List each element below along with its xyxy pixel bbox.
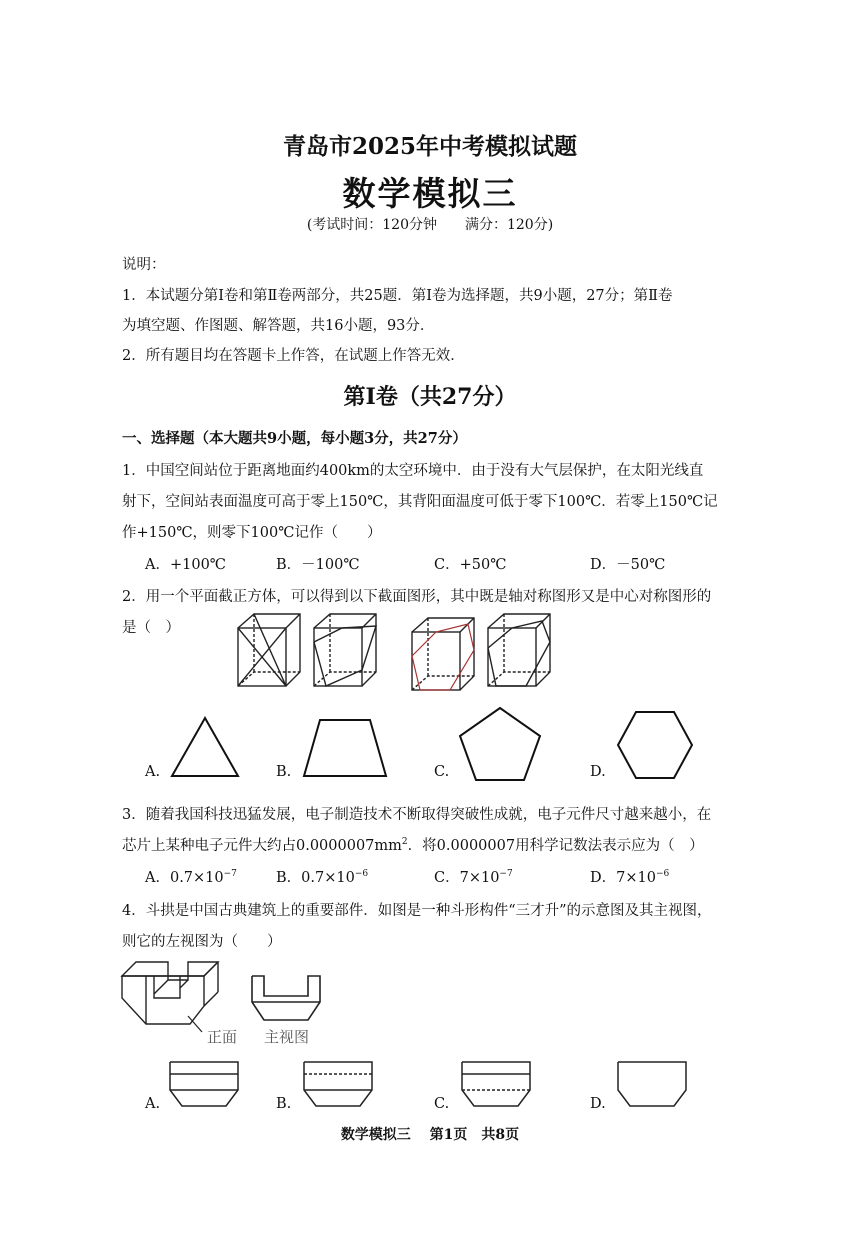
q3-option-c-exponent: −7 — [499, 869, 513, 880]
instructions-line-3: 2．所有题目均在答题卡上作答，在试题上作答无效． — [122, 348, 465, 364]
left-view-option-d — [616, 1060, 688, 1110]
pentagon-shape — [458, 706, 542, 782]
q1-option-d: D．－50℃ — [590, 557, 666, 573]
q3-option-a-exponent: −7 — [223, 869, 237, 880]
q3-option-a — [145, 866, 237, 887]
q1-line-3: 作+150℃，则零下100℃记作（ ） — [122, 525, 382, 541]
q4-option-c-label: C. — [434, 1096, 450, 1112]
q3-option-d-exponent: −6 — [655, 869, 670, 880]
q2-option-b-label: B. — [276, 764, 292, 780]
exam-info: (考试时间：120分钟 满分：120分) — [306, 217, 554, 233]
q3-option-c — [434, 866, 513, 887]
q3-line-2-superscript: 2 — [401, 837, 408, 848]
q4-line-2: 则它的左视图为（ ） — [122, 934, 282, 950]
q2-option-c-label: C. — [434, 764, 450, 780]
cube-section-figure-1 — [236, 612, 304, 690]
q4-option-d-label: D. — [590, 1096, 606, 1112]
q3-option-c-base: C．7×10 — [434, 870, 500, 886]
q4-option-b-label: B. — [276, 1096, 292, 1112]
left-view-option-b — [302, 1060, 374, 1110]
instructions-label: 说明： — [122, 257, 166, 273]
q1-line-2: 射下，空间站表面温度可高于零上150℃，其背阳面温度可低于零下100℃．若零上150℃记 — [122, 494, 718, 510]
q1-option-b: B．－100℃ — [276, 557, 360, 573]
q1-line-1: 1．中国空间站位于距离地面约400km的太空环境中．由于没有大气层保护，在太阳光线直 — [122, 463, 704, 479]
q2-option-a-label: A. — [145, 764, 161, 780]
q4-option-a-label: A. — [145, 1096, 161, 1112]
q3-line-2-text-a: 芯片上某种电子元件大约占0.0000007mm — [122, 838, 402, 854]
q3-option-d — [590, 866, 669, 887]
caption-main-view: 主视图 — [264, 1028, 310, 1046]
cube-section-figure-2 — [312, 612, 380, 690]
q3-option-b-exponent: −6 — [354, 869, 369, 880]
q3-line-1: 3．随着我国科技迅猛发展，电子制造技术不断取得突破性成就，电子元件尺寸越来越小，在 — [122, 807, 712, 823]
q3-line-2-text-b: ．将0.0000007用科学记数法表示应为（ ） — [407, 838, 704, 854]
q4-line-1: 4．斗拱是中国古典建筑上的重要部件．如图是一种斗形构件“三才升”的示意图及其主视图， — [122, 903, 712, 919]
q2-option-d-label: D. — [590, 764, 606, 780]
caption-front: 正面 — [207, 1028, 238, 1046]
left-view-option-c — [460, 1060, 532, 1110]
main-view-figure — [250, 974, 322, 1024]
part-heading: 一、选择题（本大题共9小题，每小题3分，共27分） — [122, 430, 467, 447]
q1-option-a: A．+100℃ — [145, 557, 227, 573]
q3-option-b-base: B．0.7×10 — [276, 870, 355, 886]
section-title: 第Ⅰ卷（共27分） — [343, 384, 517, 410]
cube-section-figure-4 — [486, 612, 554, 690]
triangle-shape — [170, 716, 240, 778]
q3-option-b — [276, 866, 368, 887]
q3-line-2 — [122, 834, 704, 855]
instructions-line-1: 1．本试题分第Ⅰ卷和第Ⅱ卷两部分，共25题．第Ⅰ卷为选择题，共9小题，27分；第Ⅱ卷 — [122, 288, 673, 304]
subject-title: 数学模拟三 — [342, 174, 518, 213]
trapezoid-shape — [302, 718, 388, 778]
q3-option-a-base: A．0.7×10 — [145, 870, 224, 886]
q3-option-d-base: D．7×10 — [590, 870, 656, 886]
page-footer: 数学模拟三 第1页 共8页 — [340, 1127, 520, 1143]
exam-title: 青岛市2025年中考模拟试题 — [282, 133, 577, 160]
left-view-option-a — [168, 1060, 240, 1110]
hexagon-shape — [616, 710, 694, 780]
q1-option-c: C．+50℃ — [434, 557, 507, 573]
q2-line-2: 是（ ） — [122, 620, 180, 636]
q2-line-1: 2．用一个平面截正方体，可以得到以下截面图形，其中既是轴对称图形又是中心对称图形的 — [122, 589, 712, 605]
instructions-line-2: 为填空题、作图题、解答题，共16小题，93分． — [122, 318, 435, 334]
cube-section-figure-3 — [410, 616, 478, 694]
